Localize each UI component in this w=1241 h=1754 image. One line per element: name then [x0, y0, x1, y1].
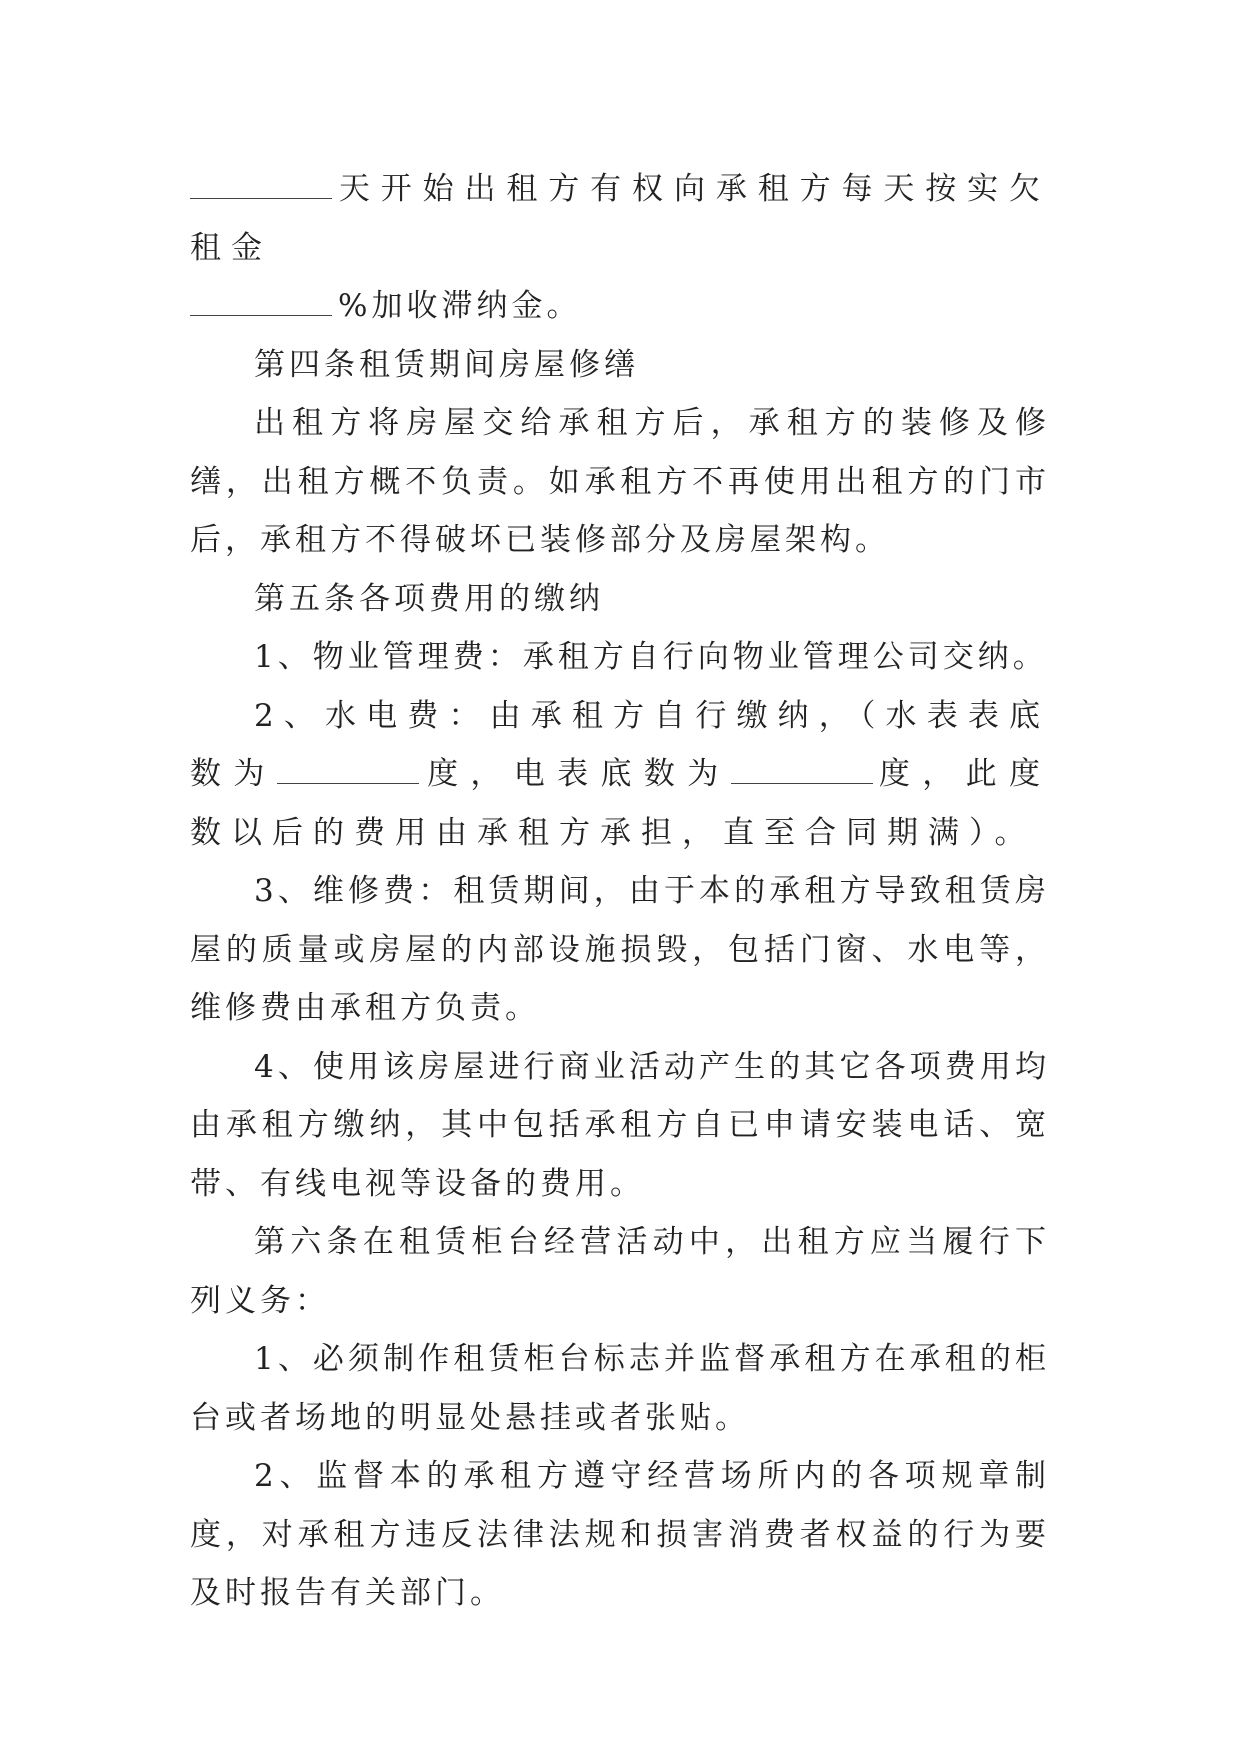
blank-electric-meter-field — [731, 757, 873, 784]
blank-rate-field — [190, 289, 332, 316]
item-other-fees: 4、使用该房屋进行商业活动产生的其它各项费用均由承租方缴纳，其中包括承租方自已申请安装电话、宽带、有线电视等设备的费用。 — [190, 1048, 1050, 1202]
paragraph-late-fee-start — [190, 160, 1050, 277]
blank-water-meter-field — [277, 757, 419, 784]
utility-fee-text-c: 度，此度数以后的费用由承租方承担，直至合同期满）。 — [190, 756, 1051, 851]
late-fee-rate-text: %加收滞纳金。 — [338, 288, 582, 324]
utility-fee-text-b: 度，电表底数为 — [424, 756, 731, 792]
paragraph-article-4-body: 出租方将房屋交给承租方后，承租方的装修及修缮，出租方概不负责。如承租方不再使用出租方的门市后，承租方不得破坏已装修部分及房屋架构。 — [190, 405, 1050, 558]
item-property-fee: 1、物业管理费：承租方自行向物业管理公司交纳。 — [254, 639, 1048, 675]
item-repair-fee: 3、维修费：租赁期间，由于本的承租方导致租赁房屋的质量或房屋的内部设施损毁，包括门窗、水电等，维修费由承租方负责。 — [190, 873, 1050, 1026]
heading-article-5: 第五条各项费用的缴纳 — [254, 580, 604, 617]
blank-days-field — [190, 172, 332, 199]
duty-signage: 1、必须制作租赁柜台标志并监督承租方在承租的柜台或者场地的明显处悬挂或者张贴。 — [190, 1341, 1050, 1436]
heading-article-6: 第六条在租赁柜台经营活动中，出租方应当履行下列义务： — [190, 1224, 1050, 1319]
document-body — [190, 160, 1050, 1623]
paragraph-late-fee-rate — [190, 277, 1050, 336]
item-utility-fee — [190, 687, 1050, 863]
utility-fee-text-a: 2、水电费：由承租方自行缴纳，（水表表底数为 — [190, 697, 1050, 792]
heading-article-4: 第四条租赁期间房屋修缮 — [254, 346, 639, 383]
duty-supervision: 2、监督本的承租方遵守经营场所内的各项规章制度，对承租方违反法律法规和损害消费者权益的行为要及时报告有关部门。 — [190, 1458, 1050, 1611]
late-fee-text: 天开始出租方有权向承租方每天按实欠租金 — [190, 171, 1050, 266]
